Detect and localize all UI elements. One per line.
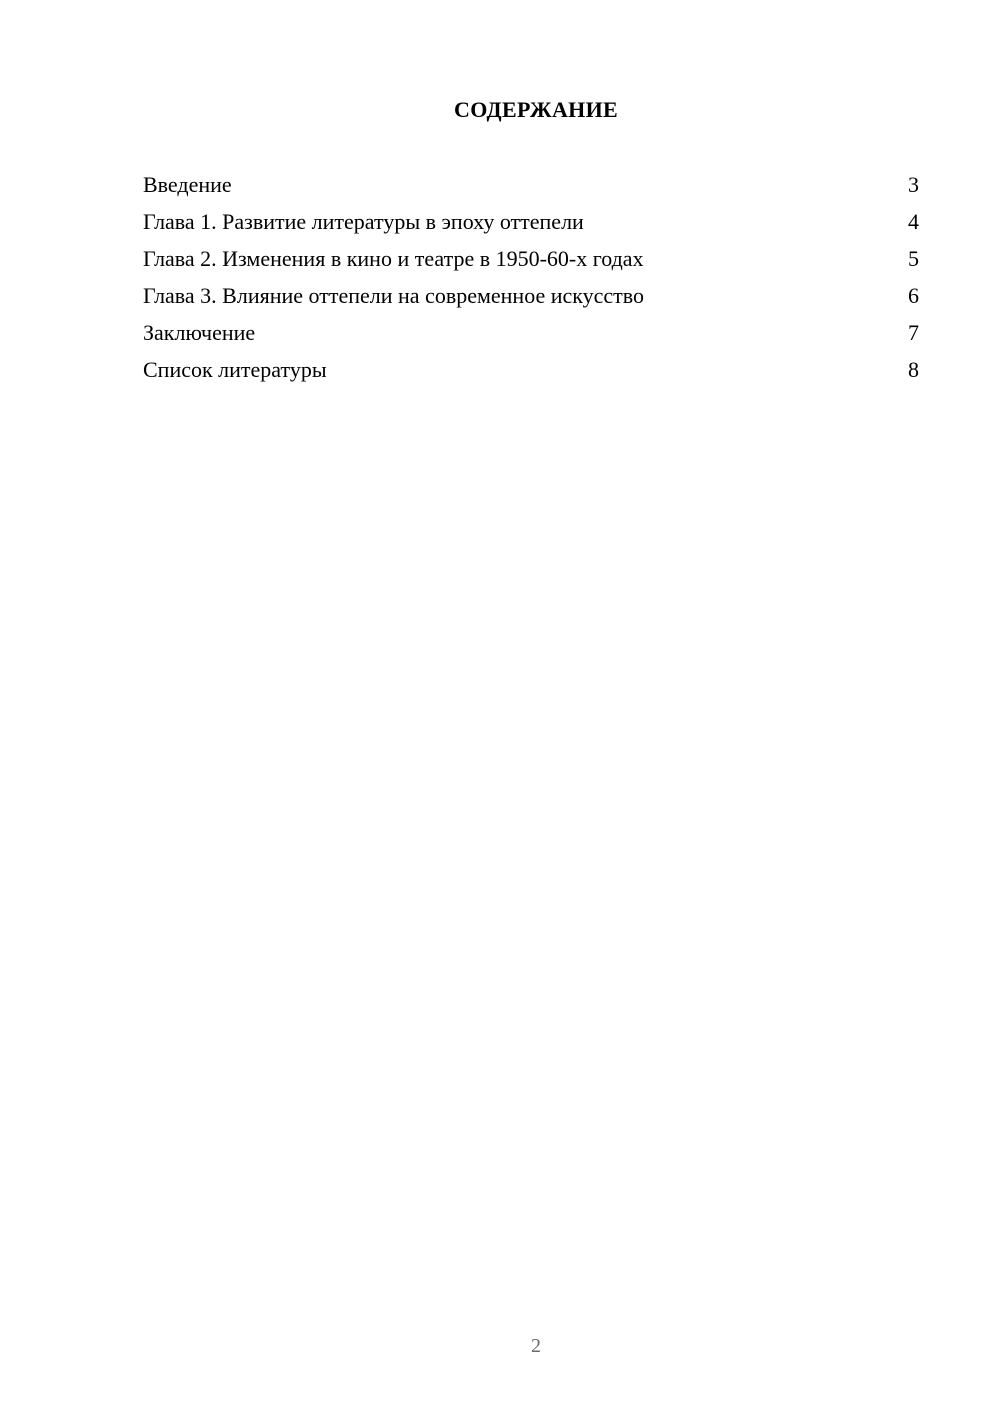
toc-entry-chapter-3 (143, 281, 919, 318)
toc-entry-label: Глава 2. Изменения в кино и театре в 1950-60-х годах (143, 246, 644, 271)
toc-entry-label: Глава 3. Влияние оттепели на современное искусство (143, 283, 645, 308)
page-number: 2 (531, 1335, 541, 1357)
toc-entry-label: Список литературы (143, 357, 327, 382)
toc-entry-chapter-1 (143, 207, 919, 244)
toc-entry-page: 3 (908, 172, 919, 197)
toc-entry-introduction (143, 170, 919, 207)
table-of-contents (143, 170, 919, 392)
toc-entry-label: Глава 1. Развитие литературы в эпоху оттепели (143, 209, 584, 234)
toc-entry-chapter-2 (143, 244, 919, 281)
toc-entry-page: 5 (908, 246, 919, 271)
toc-entry-page: 6 (908, 283, 919, 308)
toc-entry-label: Заключение (143, 320, 256, 345)
toc-entry-bibliography (143, 355, 919, 392)
toc-entry-conclusion (143, 318, 919, 355)
toc-entry-page: 7 (908, 320, 919, 345)
toc-entry-page: 4 (908, 209, 919, 234)
toc-entry-label: Введение (143, 172, 232, 197)
toc-entry-page: 8 (908, 357, 919, 382)
toc-heading: СОДЕРЖАНИЕ (454, 97, 618, 122)
